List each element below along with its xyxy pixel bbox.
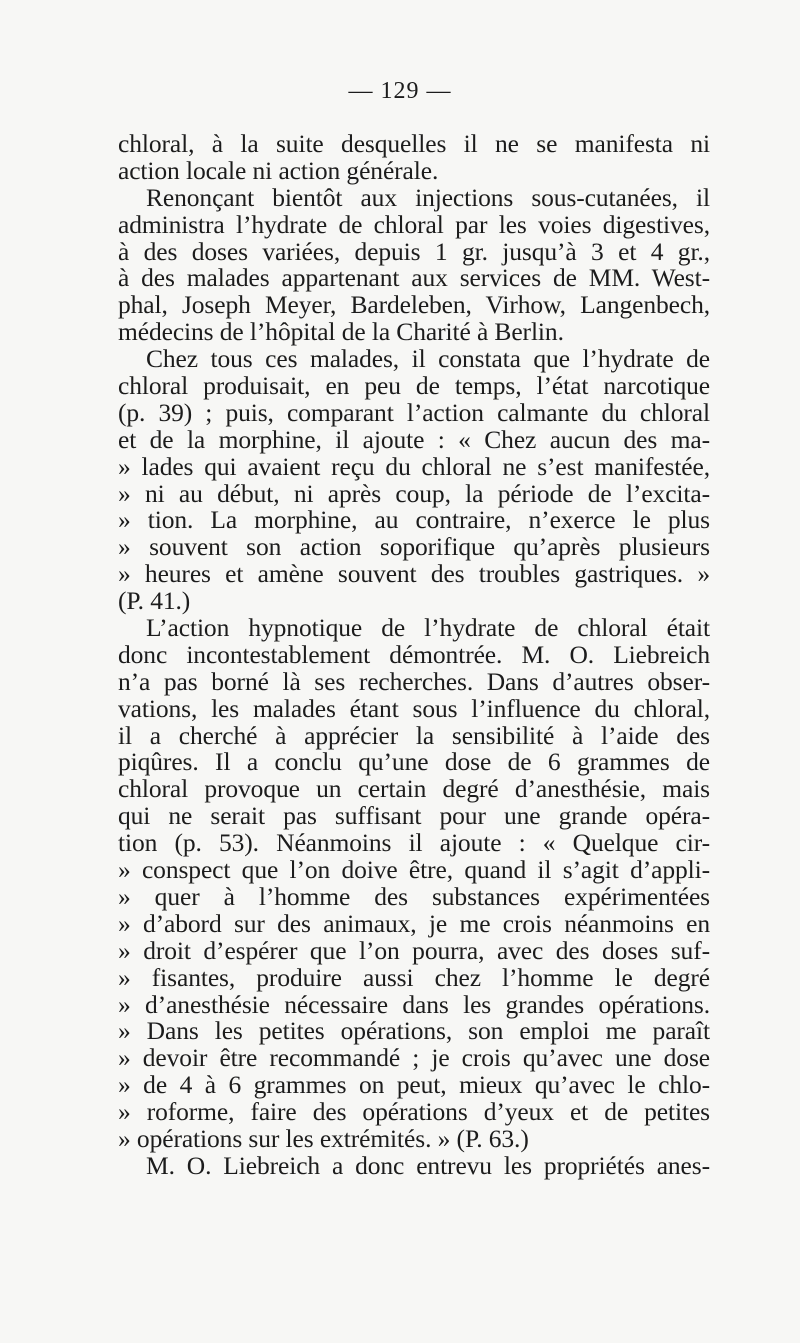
- text-line: » de 4 à 6 grammes on peut, mieux qu’avec le chlo-: [118, 1070, 710, 1100]
- text-line: chloral provoque un certain degré d’anesthésie, mais: [118, 774, 710, 804]
- text-line: qui ne serait pas suffisant pour une grande opéra-: [118, 801, 710, 831]
- text-line: phal, Joseph Meyer, Bardeleben, Virhow, Langenbech,: [118, 290, 710, 320]
- text-line: n’a pas borné là ses recherches. Dans d’autres obser-: [118, 666, 710, 696]
- text-line: M. O. Liebreich a donc entrevu les propriétés anes-: [146, 1150, 710, 1180]
- text-line: » quer à l’homme des substances expérimentées: [118, 881, 710, 911]
- page-number: — 129 —: [348, 78, 452, 104]
- text-line: piqûres. Il a conclu qu’une dose de 6 grammes de: [118, 747, 710, 777]
- text-line: » Dans les petites opérations, son emploi me paraît: [118, 1016, 710, 1046]
- text-line: chloral produisait, en peu de temps, l’état narcotique: [118, 371, 710, 401]
- text-line: » lades qui avaient reçu du chloral ne s’est manifestée,: [118, 451, 710, 481]
- text-line: donc incontestablement démontrée. M. O. Liebreich: [118, 639, 710, 669]
- text-line: il a cherché à apprécier la sensibilité à l’aide des: [118, 720, 710, 750]
- text-line: action locale ni action générale.: [118, 155, 439, 185]
- text-line: » droit d’espérer que l’on pourra, avec des doses suf-: [118, 935, 710, 965]
- body-text: [118, 131, 710, 1180]
- text-line: » souvent son action soporifique qu’après plusieurs: [118, 532, 710, 562]
- text-line: à des doses variées, depuis 1 gr. jusqu’à 3 et 4 gr.,: [118, 236, 710, 266]
- text-line: » conspect que l’on doive être, quand il s’agit d’appli-: [118, 855, 710, 885]
- text-line: » ni au début, ni après coup, la période de l’excita-: [118, 478, 710, 508]
- text-line: » d’abord sur des animaux, je me crois néanmoins en: [118, 908, 710, 938]
- text-line: vations, les malades étant sous l’influence du chloral,: [118, 693, 710, 723]
- text-line: et de la morphine, il ajoute : « Chez aucun des ma-: [118, 424, 710, 454]
- text-line: Renonçant bientôt aux injections sous-cutanées, il: [146, 182, 710, 212]
- text-line: (P. 41.): [118, 586, 191, 616]
- text-line: chloral, à la suite desquelles il ne se manifesta ni: [118, 129, 710, 158]
- text-line: » roforme, faire des opérations d’yeux et de petites: [118, 1097, 710, 1127]
- text-line: » fisantes, produire aussi chez l’homme le degré: [118, 962, 710, 992]
- text-line: administra l’hydrate de chloral par les voies digestives,: [118, 209, 710, 239]
- text-line: » tion. La morphine, au contraire, n’exerce le plus: [118, 505, 710, 535]
- text-line: L’action hypnotique de l’hydrate de chloral était: [146, 613, 710, 643]
- text-line: tion (p. 53). Néanmoins il ajoute : « Quelque cir-: [118, 828, 710, 858]
- text-line: » opérations sur les extrémités. » (P. 63.): [118, 1123, 529, 1153]
- text-line: à des malades appartenant aux services de MM. West-: [118, 263, 710, 293]
- text-line: » d’anesthésie nécessaire dans les grandes opérations.: [118, 989, 710, 1019]
- text-line: » heures et amène souvent des troubles gastriques. »: [118, 559, 710, 589]
- text-line: (p. 39) ; puis, comparant l’action calmante du chloral: [118, 397, 710, 427]
- text-line: Chez tous ces malades, il constata que l’hydrate de: [146, 344, 710, 374]
- text-line: » devoir être recommandé ; je crois qu’avec une dose: [118, 1043, 710, 1073]
- text-line: médecins de l’hôpital de la Charité à Berlin.: [118, 317, 564, 347]
